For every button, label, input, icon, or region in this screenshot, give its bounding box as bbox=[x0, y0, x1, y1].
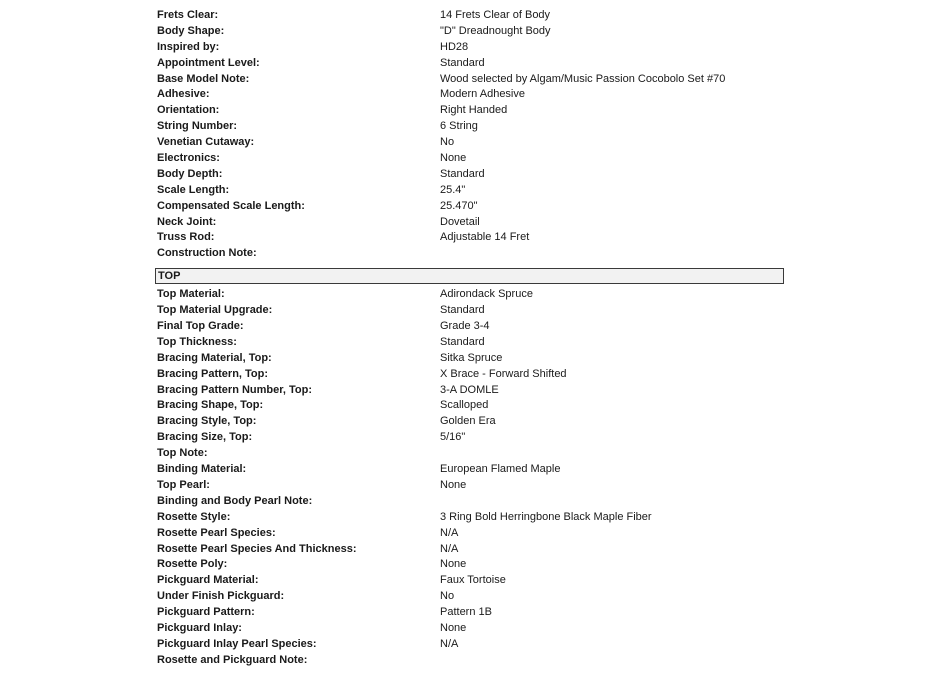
spec-label: Compensated Scale Length: bbox=[157, 199, 305, 212]
spec-row-bracing-pattern-top bbox=[155, 367, 784, 383]
spec-label: Top Material: bbox=[157, 288, 225, 301]
spec-label: Body Depth: bbox=[157, 167, 223, 180]
spec-label: Bracing Material, Top: bbox=[157, 351, 272, 364]
spec-label: Rosette Pearl Species And Thickness: bbox=[157, 542, 357, 555]
spec-row-top-material-upgrade bbox=[155, 303, 784, 319]
spec-label: Top Thickness: bbox=[157, 335, 237, 348]
spec-label: Binding and Body Pearl Note: bbox=[157, 494, 313, 507]
spec-label: Neck Joint: bbox=[157, 215, 217, 228]
spec-row-rosette-and-pickguard-note bbox=[155, 653, 784, 669]
spec-value: No bbox=[440, 590, 455, 603]
spec-value: N/A bbox=[440, 526, 459, 539]
spec-row-body-depth bbox=[155, 167, 784, 183]
spec-label: Appointment Level: bbox=[157, 56, 260, 69]
spec-row-top-material bbox=[155, 287, 784, 303]
spec-label: Electronics: bbox=[157, 152, 220, 165]
spec-value: 25.4" bbox=[440, 183, 466, 196]
spec-label: Top Material Upgrade: bbox=[157, 304, 273, 317]
spec-row-string-number bbox=[155, 119, 784, 135]
spec-row-top-pearl bbox=[155, 478, 784, 494]
spec-row-body-shape bbox=[155, 24, 784, 40]
spec-row-binding-material bbox=[155, 462, 784, 478]
spec-value: N/A bbox=[440, 542, 459, 555]
spec-value: N/A bbox=[440, 637, 459, 650]
spec-row-rosette-pearl-species bbox=[155, 526, 784, 542]
spec-row-binding-and-body-pearl-note bbox=[155, 494, 784, 510]
spec-label: Orientation: bbox=[157, 104, 220, 117]
spec-value: Dovetail bbox=[440, 215, 480, 228]
spec-label: Truss Rod: bbox=[157, 231, 215, 244]
spec-label: Bracing Shape, Top: bbox=[157, 399, 264, 412]
spec-row-pickguard-pattern bbox=[155, 605, 784, 621]
spec-value: Scalloped bbox=[440, 399, 489, 412]
spec-value: None bbox=[440, 621, 467, 634]
spec-row-rosette-pearl-species-and-thickness bbox=[155, 542, 784, 558]
spec-value: 25.470" bbox=[440, 199, 478, 212]
spec-label: Adhesive: bbox=[157, 88, 210, 101]
spec-value: No bbox=[440, 136, 455, 149]
spec-label: Rosette and Pickguard Note: bbox=[157, 653, 308, 666]
spec-label: Pickguard Material: bbox=[157, 574, 259, 587]
spec-row-pickguard-material bbox=[155, 573, 784, 589]
spec-label: Rosette Style: bbox=[157, 510, 231, 523]
spec-value: Grade 3-4 bbox=[440, 320, 490, 333]
spec-value: 3 Ring Bold Herringbone Black Maple Fiber bbox=[440, 510, 652, 523]
spec-label: Rosette Poly: bbox=[157, 558, 228, 571]
spec-row-bracing-style-top bbox=[155, 414, 784, 430]
spec-value: "D" Dreadnought Body bbox=[440, 24, 551, 37]
spec-label: Final Top Grade: bbox=[157, 320, 244, 333]
spec-row-electronics bbox=[155, 151, 784, 167]
spec-row-neck-joint bbox=[155, 215, 784, 231]
spec-label: Bracing Style, Top: bbox=[157, 415, 257, 428]
spec-label: String Number: bbox=[157, 120, 238, 133]
spec-row-inspired-by bbox=[155, 40, 784, 56]
spec-value: X Brace - Forward Shifted bbox=[440, 367, 567, 380]
spec-label: Construction Note: bbox=[157, 247, 257, 260]
spec-value: Wood selected by Algam/Music Passion Cocobolo Set #70 bbox=[440, 72, 726, 85]
spec-row-construction-note bbox=[155, 246, 784, 262]
spec-row-adhesive bbox=[155, 87, 784, 103]
spec-row-bracing-size-top bbox=[155, 430, 784, 446]
spec-value: None bbox=[440, 152, 467, 165]
spec-label: Bracing Size, Top: bbox=[157, 431, 253, 444]
construction-spec-list bbox=[155, 8, 784, 262]
spec-value: 3-A DOMLE bbox=[440, 383, 499, 396]
spec-row-bracing-pattern-number-top bbox=[155, 383, 784, 399]
spec-row-orientation bbox=[155, 103, 784, 119]
spec-sheet bbox=[155, 8, 784, 669]
spec-label: Bracing Pattern Number, Top: bbox=[157, 383, 313, 396]
spec-label: Inspired by: bbox=[157, 40, 220, 53]
spec-value: Standard bbox=[440, 167, 485, 180]
spec-row-scale-length bbox=[155, 183, 784, 199]
spec-row-top-note bbox=[155, 446, 784, 462]
spec-row-venetian-cutaway bbox=[155, 135, 784, 151]
spec-value: Sitka Spruce bbox=[440, 351, 503, 364]
spec-value: HD28 bbox=[440, 40, 469, 53]
section-header-top: TOP bbox=[155, 268, 784, 284]
spec-row-truss-rod bbox=[155, 230, 784, 246]
spec-label: Base Model Note: bbox=[157, 72, 250, 85]
spec-value: Golden Era bbox=[440, 415, 496, 428]
spec-row-compensated-scale-length bbox=[155, 199, 784, 215]
spec-label: Under Finish Pickguard: bbox=[157, 590, 285, 603]
spec-value: 5/16" bbox=[440, 431, 466, 444]
spec-row-final-top-grade bbox=[155, 319, 784, 335]
spec-row-bracing-material-top bbox=[155, 351, 784, 367]
spec-row-frets-clear bbox=[155, 8, 784, 24]
spec-row-top-thickness bbox=[155, 335, 784, 351]
spec-row-pickguard-inlay-pearl-species bbox=[155, 637, 784, 653]
spec-value: Pattern 1B bbox=[440, 606, 492, 619]
spec-value: Standard bbox=[440, 335, 485, 348]
spec-row-pickguard-inlay bbox=[155, 621, 784, 637]
spec-value: Standard bbox=[440, 56, 485, 69]
spec-label: Top Pearl: bbox=[157, 478, 210, 491]
spec-row-under-finish-pickguard bbox=[155, 589, 784, 605]
spec-value: Standard bbox=[440, 304, 485, 317]
spec-value: None bbox=[440, 478, 467, 491]
spec-row-bracing-shape-top bbox=[155, 398, 784, 414]
spec-label: Frets Clear: bbox=[157, 9, 219, 21]
spec-value: Faux Tortoise bbox=[440, 574, 506, 587]
spec-value: Right Handed bbox=[440, 104, 508, 117]
spec-row-rosette-poly bbox=[155, 557, 784, 573]
spec-value: Adjustable 14 Fret bbox=[440, 231, 530, 244]
spec-value: 6 String bbox=[440, 120, 478, 133]
spec-value: Modern Adhesive bbox=[440, 88, 525, 101]
spec-label: Body Shape: bbox=[157, 24, 225, 37]
spec-row-rosette-style bbox=[155, 510, 784, 526]
spec-value: None bbox=[440, 558, 467, 571]
spec-row-appointment-level bbox=[155, 56, 784, 72]
spec-label: Pickguard Pattern: bbox=[157, 606, 255, 619]
spec-row-base-model-note bbox=[155, 72, 784, 88]
spec-value: Adirondack Spruce bbox=[440, 288, 533, 301]
spec-label: Pickguard Inlay: bbox=[157, 621, 242, 634]
spec-label: Rosette Pearl Species: bbox=[157, 526, 276, 539]
spec-value: 14 Frets Clear of Body bbox=[440, 9, 551, 21]
spec-label: Top Note: bbox=[157, 447, 208, 460]
spec-label: Pickguard Inlay Pearl Species: bbox=[157, 637, 317, 650]
spec-value: European Flamed Maple bbox=[440, 463, 561, 476]
spec-label: Venetian Cutaway: bbox=[157, 136, 255, 149]
spec-label: Bracing Pattern, Top: bbox=[157, 367, 269, 380]
spec-label: Scale Length: bbox=[157, 183, 230, 196]
spec-label: Binding Material: bbox=[157, 463, 247, 476]
top-spec-list bbox=[155, 287, 784, 668]
